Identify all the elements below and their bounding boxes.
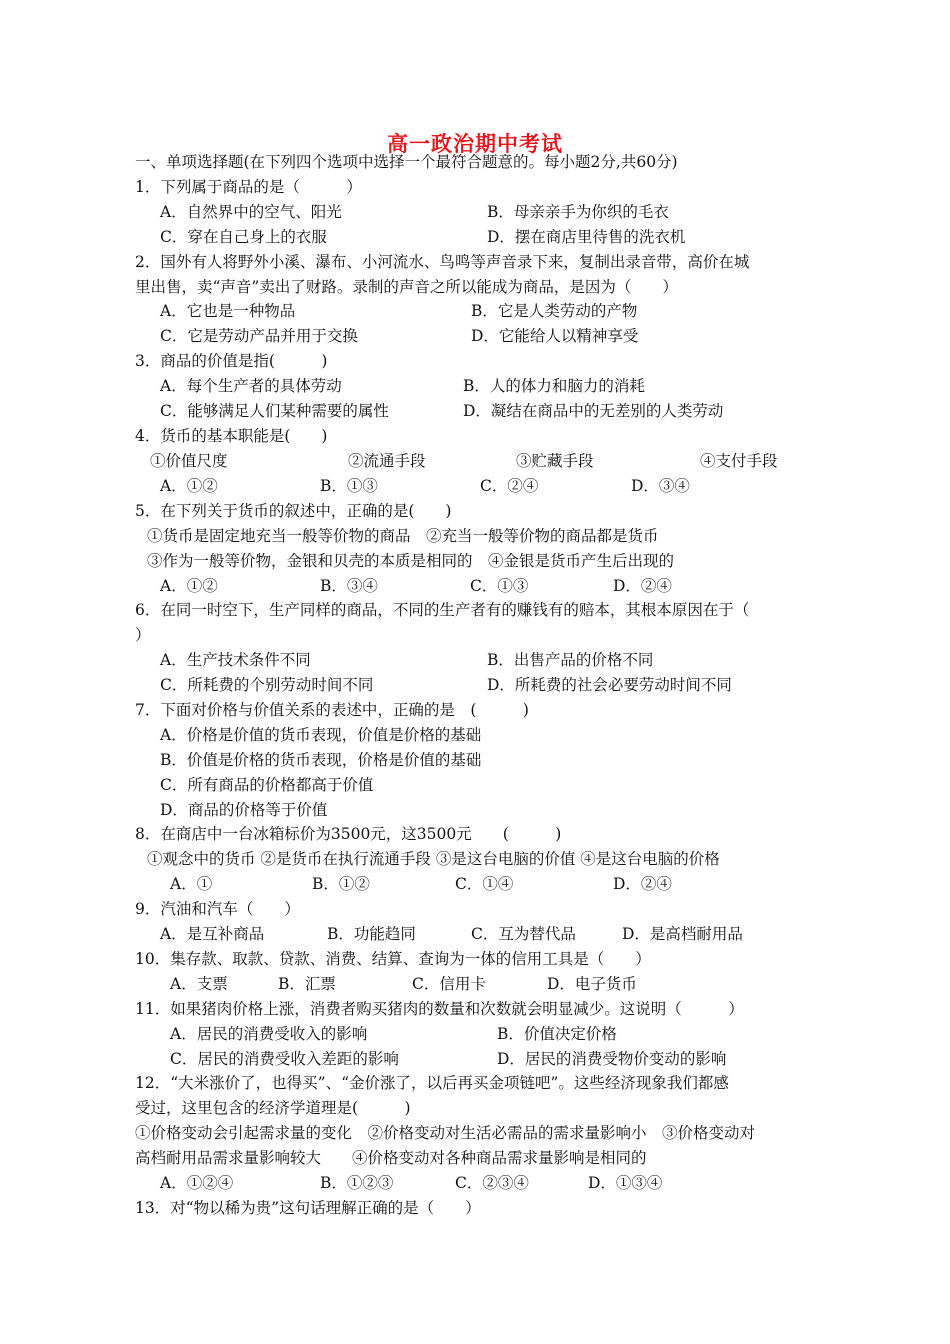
q6-option-c: C．所耗费的个别劳动时间不同	[160, 676, 374, 694]
q3-stem: 3．商品的价值是指( )	[135, 352, 328, 370]
q12-stem-line2: 受过，这里包含的经济学道理是( )	[135, 1099, 411, 1117]
q4-option-c: C．②④	[480, 477, 539, 495]
q11-option-b: B．价值决定价格	[497, 1025, 617, 1043]
q9-option-a: A．是互补商品	[160, 925, 265, 943]
q7-option-a: A．价格是价值的货币表现，价值是价格的基础	[160, 726, 482, 744]
q12-stem-line1: 12．“大米涨价了，也得买”、“金价涨了，以后再买金项链吧”。这些经济现象我们都感	[135, 1074, 729, 1092]
q1-option-d: D．摆在商店里待售的洗衣机	[487, 228, 686, 246]
q13-stem: 13．对“物以稀为贵”这句话理解正确的是（ ）	[135, 1199, 481, 1217]
q4-stem: 4．货币的基本职能是( )	[135, 427, 328, 445]
q8-option-a: A．①	[170, 875, 213, 893]
q6-option-a: A．生产技术条件不同	[160, 651, 311, 669]
q11-option-a: A．居民的消费受收入的影响	[170, 1025, 368, 1043]
q8-option-d: D．②④	[613, 875, 672, 893]
q5-option-a: A．①②	[160, 577, 218, 595]
q12-statements-line1: ①价格变动会引起需求量的变化 ②价格变动对生活必需品的需求量影响小 ③价格变动对	[135, 1124, 756, 1142]
q7-option-d: D．商品的价格等于价值	[160, 801, 328, 819]
q8-option-c: C．①④	[455, 875, 514, 893]
q4-option-a: A．①②	[160, 477, 218, 495]
q4-statement-1: ①价值尺度	[150, 452, 228, 470]
q8-stem: 8．在商店中一台冰箱标价为3500元，这3500元 ( )	[135, 825, 562, 843]
q9-option-d: D．是高档耐用品	[622, 925, 743, 943]
q10-option-c: C．信用卡	[412, 975, 486, 993]
q10-stem: 10．集存款、取款、贷款、消费、结算、查询为一体的信用工具是（ ）	[135, 950, 651, 968]
section-heading: 一、单项选择题(在下列四个选项中选择一个最符合题意的。每小题2分,共60分)	[135, 153, 678, 171]
q11-option-c: C．居民的消费受收入差距的影响	[170, 1050, 399, 1068]
exam-title: 高一政治期中考试	[387, 131, 563, 156]
q4-statement-2: ②流通手段	[348, 452, 426, 470]
q2-option-a: A．它也是一种物品	[160, 302, 296, 320]
q8-statements: ①观念中的货币 ②是货币在执行流通手段 ③是这台电脑的价值 ④是这台电脑的价格	[147, 850, 720, 868]
q4-statement-3: ③贮藏手段	[516, 452, 594, 470]
q5-option-b: B．③④	[320, 577, 378, 595]
q5-option-d: D．②④	[613, 577, 672, 595]
q4-statement-4: ④支付手段	[700, 452, 778, 470]
q12-option-b: B．①②③	[320, 1174, 394, 1192]
q12-option-d: D．①③④	[588, 1174, 663, 1192]
q6-stem-line2: ）	[135, 626, 151, 644]
q9-option-c: C．互为替代品	[471, 925, 576, 943]
q9-option-b: B．功能趋同	[327, 925, 416, 943]
q5-stem: 5．在下列关于货币的叙述中，正确的是( )	[135, 502, 452, 520]
q2-option-d: D．它能给人以精神享受	[471, 327, 639, 345]
q8-option-b: B．①②	[312, 875, 370, 893]
q12-option-c: C．②③④	[455, 1174, 529, 1192]
q6-stem-line1: 6．在同一时空下，生产同样的商品，不同的生产者有的赚钱有的赔本，其根本原因在于（	[135, 601, 750, 619]
q1-option-c: C．穿在自己身上的衣服	[160, 228, 327, 246]
q2-stem-line1: 2．国外有人将野外小溪、瀑布、小河流水、鸟鸣等声音录下来，复制出录音带，高价在城	[135, 253, 750, 271]
q7-option-b: B．价值是价格的货币表现，价格是价值的基础	[160, 751, 482, 769]
q10-option-b: B．汇票	[278, 975, 336, 993]
q11-stem: 11．如果猪肉价格上涨，消费者购买猪肉的数量和次数就会明显减少。这说明（ ）	[135, 1000, 744, 1018]
q5-statements-3-4: ③作为一般等价物，金银和贝壳的本质是相同的 ④金银是货币产生后出现的	[147, 552, 675, 570]
q3-option-b: B．人的体力和脑力的消耗	[463, 377, 645, 395]
q3-option-d: D．凝结在商品中的无差别的人类劳动	[463, 402, 724, 420]
q10-option-a: A．支票	[170, 975, 228, 993]
q7-option-c: C．所有商品的价格都高于价值	[160, 776, 374, 794]
q4-option-d: D．③④	[631, 477, 690, 495]
q9-stem: 9．汽油和汽车（ ）	[135, 900, 300, 918]
q1-stem: 1．下列属于商品的是（ ）	[135, 178, 362, 196]
q4-option-b: B．①③	[320, 477, 378, 495]
q3-option-c: C．能够满足人们某种需要的属性	[160, 402, 389, 420]
q10-option-d: D．电子货币	[547, 975, 637, 993]
q3-option-a: A．每个生产者的具体劳动	[160, 377, 342, 395]
q5-statements-1-2: ①货币是固定地充当一般等价物的商品 ②充当一般等价物的商品都是货币	[147, 527, 659, 545]
q2-option-c: C．它是劳动产品并用于交换	[160, 327, 358, 345]
q11-option-d: D．居民的消费受物价变动的影响	[497, 1050, 727, 1068]
q5-option-c: C．①③	[470, 577, 529, 595]
q1-option-a: A．自然界中的空气、阳光	[160, 203, 342, 221]
q6-option-d: D．所耗费的社会必要劳动时间不同	[487, 676, 732, 694]
q2-option-b: B．它是人类劳动的产物	[471, 302, 638, 320]
q12-statements-line2: 高档耐用品需求量影响较大 ④价格变动对各种商品需求量影响是相同的	[135, 1149, 647, 1167]
q12-option-a: A．①②④	[160, 1174, 234, 1192]
q6-option-b: B．出售产品的价格不同	[487, 651, 654, 669]
q7-stem: 7．下面对价格与价值关系的表述中，正确的是 ( )	[135, 701, 529, 719]
q1-option-b: B．母亲亲手为你织的毛衣	[487, 203, 669, 221]
q2-stem-line2: 里出售，卖“声音”卖出了财路。录制的声音之所以能成为商品，是因为（ ）	[135, 278, 678, 296]
